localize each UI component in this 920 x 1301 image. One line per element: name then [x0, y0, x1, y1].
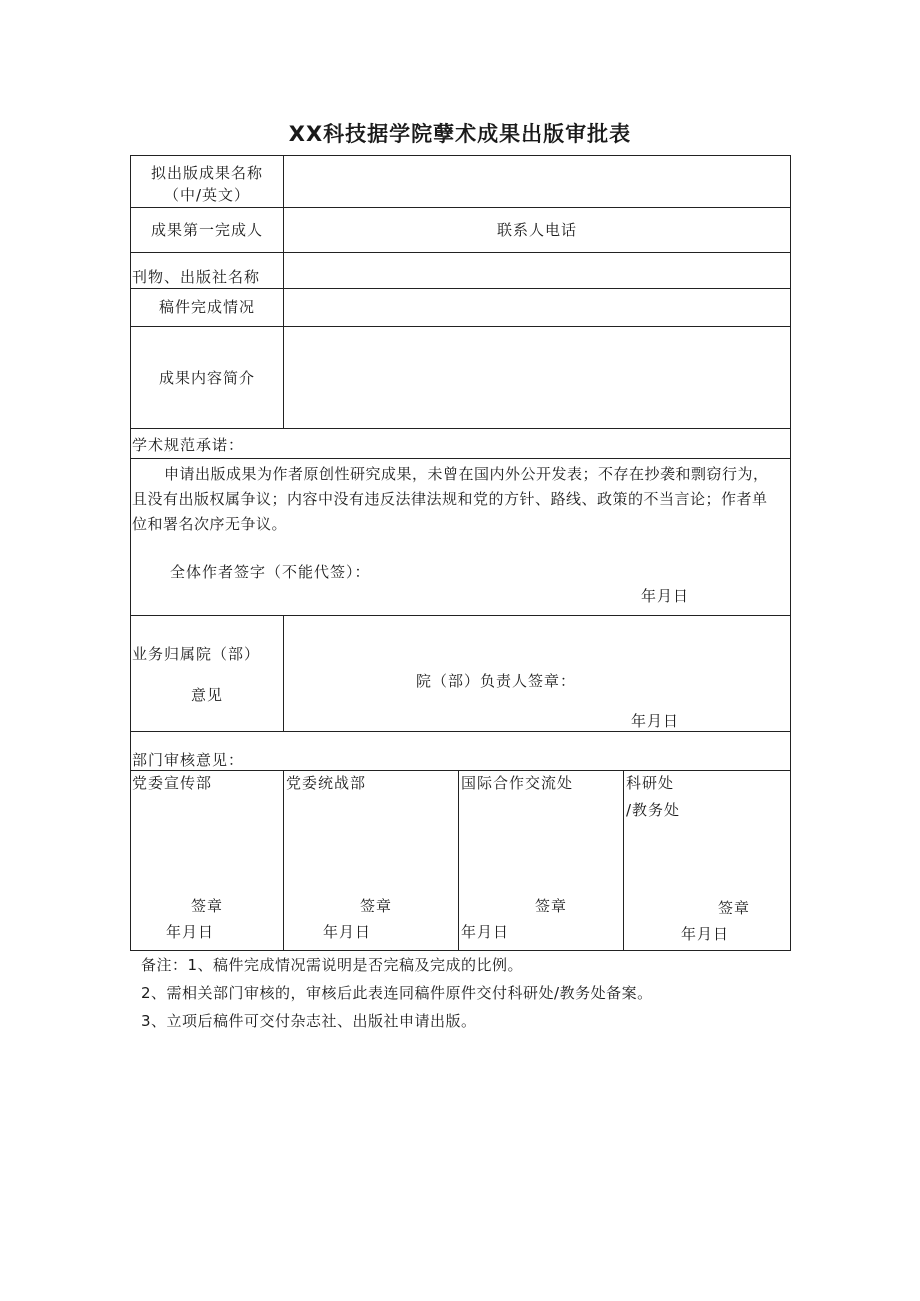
review-dept-name: 党委宣传部 [132, 774, 213, 792]
project-name-lang-label: （中/英文） [163, 186, 251, 204]
department-signature-date: 年月日 [631, 712, 680, 730]
review-seal-label: 签章 [718, 899, 751, 917]
project-name-label: 拟出版成果名称 [150, 164, 263, 182]
content-intro-label: 成果内容简介 [158, 369, 255, 387]
author-signature-label: 全体作者签字（不能代签）： [170, 563, 371, 581]
review-date: 年月日 [681, 925, 730, 943]
department-head-signature-label: 院（部）负责人签章： [416, 672, 577, 690]
department-opinion-label-2: 意见 [190, 686, 223, 704]
academic-commitment-header: 学术规范承诺： [132, 436, 245, 454]
author-signature-date: 年月日 [641, 587, 690, 605]
review-dept-name: 科研处 [626, 774, 675, 792]
review-date: 年月日 [323, 923, 372, 941]
manuscript-status-label: 稿件完成情况 [158, 298, 255, 316]
publisher-label: 刊物、出版社名称 [132, 268, 261, 286]
contact-phone-label: 联系人电话 [496, 221, 577, 239]
note-1: 备注：1、稿件完成情况需说明是否完稿及完成的比例。 [141, 956, 524, 974]
review-date: 年月日 [461, 923, 510, 941]
form-title: XX科技据学院孽术成果出版审批表 [288, 122, 632, 146]
review-dept-name-2: /教务处 [626, 801, 681, 819]
note-2: 2、需相关部门审核的，审核后此表连同稿件原件交付科研处/教务处备案。 [141, 984, 653, 1002]
note-3: 3、立项后稿件可交付杂志社、出版社申请出版。 [141, 1012, 477, 1030]
department-opinion-label: 业务归属院（部） [132, 645, 261, 663]
review-dept-name: 党委统战部 [286, 774, 367, 792]
review-date: 年月日 [166, 923, 215, 941]
academic-commitment-statement: 申请出版成果为作者原创性研究成果，未曾在国内外公开发表；不存在抄袭和剽窃行为，且没有出版权属争议；内容中没有违反法律法规和党的方针、路线、政策的不当言论；作者单位和署名次序无争议。 [132, 465, 769, 533]
review-seal-label: 签章 [535, 897, 568, 915]
review-seal-label: 签章 [191, 897, 224, 915]
review-header: 部门审核意见： [132, 751, 245, 769]
review-seal-label: 签章 [360, 897, 393, 915]
review-dept-name: 国际合作交流处 [461, 774, 574, 792]
first-author-label: 成果第一完成人 [150, 221, 263, 239]
